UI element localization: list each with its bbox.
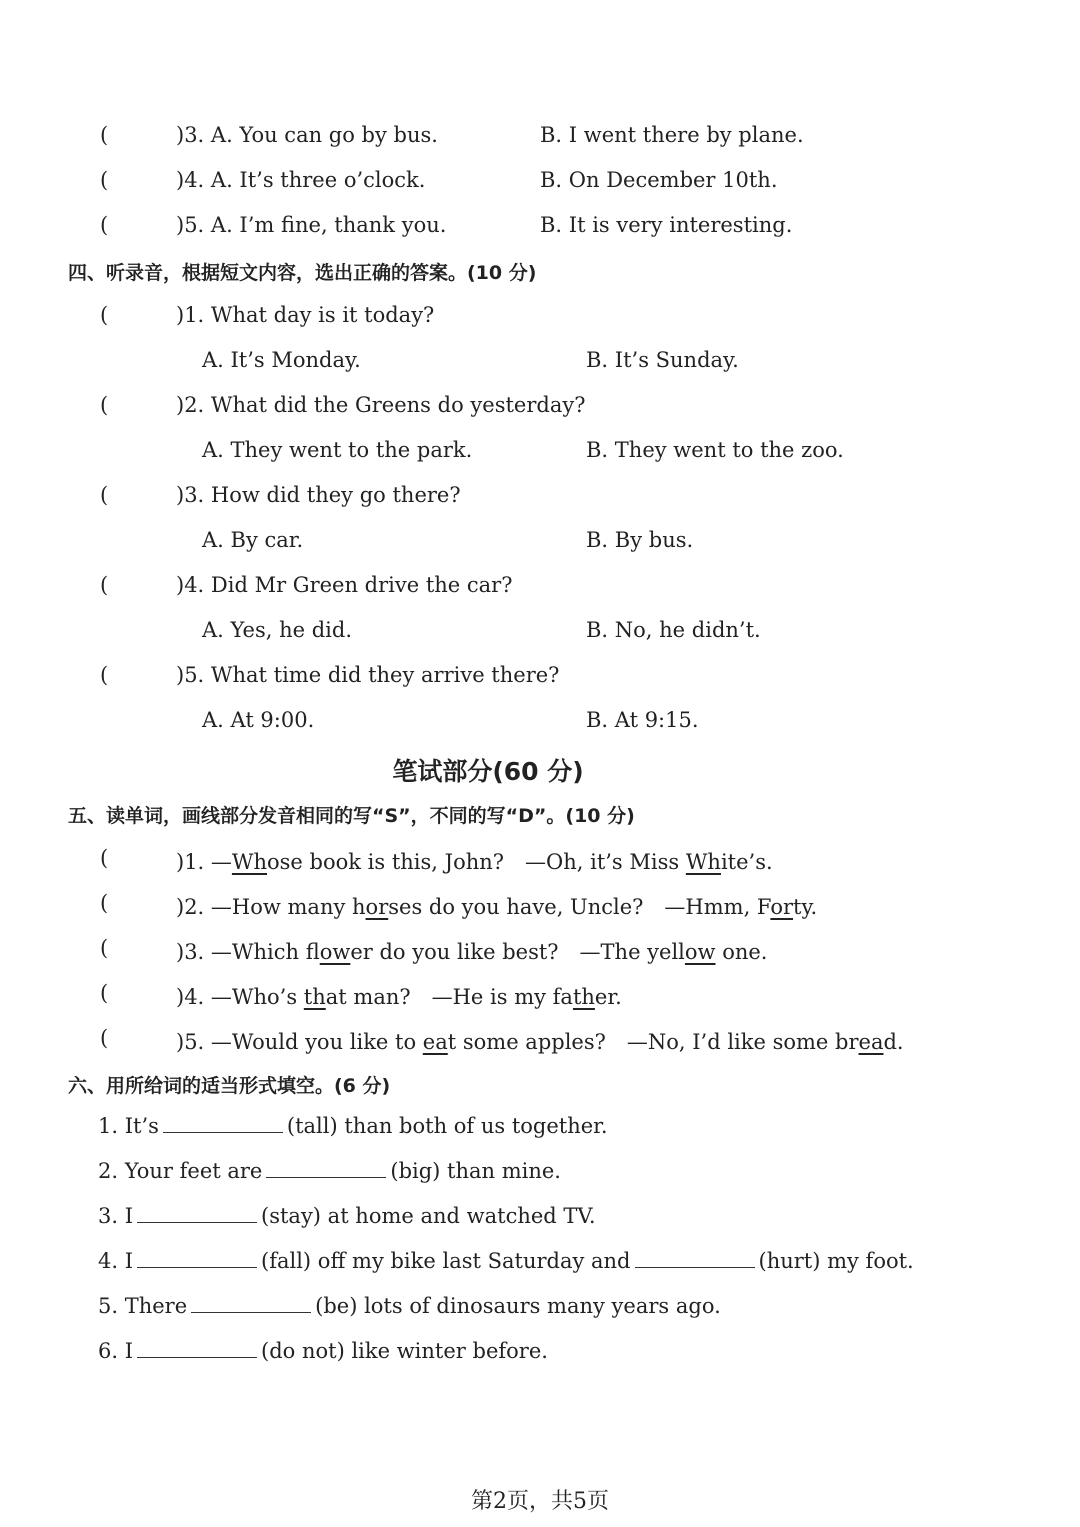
answer-blank[interactable] — [266, 1161, 386, 1178]
answer-paren[interactable]: ( — [100, 213, 109, 237]
text-part: one. — [715, 940, 768, 964]
underlined-letters: Wh — [685, 850, 721, 874]
item-hint: (big) than mine. — [390, 1159, 561, 1183]
item-hint: (do not) like winter before. — [261, 1339, 548, 1363]
answer-paren[interactable]: ( — [100, 936, 109, 960]
option-b: B. At 9:15. — [586, 708, 699, 732]
section4-heading: 四、听录音，根据短文内容，选出正确的答案。(10 分) — [68, 262, 537, 284]
answer-blank[interactable] — [137, 1206, 257, 1223]
underlined-letters: th — [303, 985, 326, 1009]
item-prefix: 4. I — [98, 1249, 134, 1273]
item-prefix: 2. Your feet are — [98, 1159, 263, 1183]
answer-paren[interactable]: ( — [100, 393, 109, 417]
text-part: at man? —He is my fa — [325, 985, 573, 1009]
section5-heading: 五、读单词，画线部分发音相同的写“S”，不同的写“D”。(10 分) — [68, 805, 635, 827]
option-a: A. By car. — [202, 528, 304, 552]
question-text: )4. A. It’s three o’clock. — [176, 168, 426, 192]
underlined-letters: ow — [319, 940, 351, 964]
text-part: )1. — — [176, 850, 232, 874]
answer-paren[interactable]: ( — [100, 891, 109, 915]
text-part: )3. —Which fl — [176, 940, 320, 964]
item-prefix: 1. It’s — [98, 1114, 159, 1138]
item-hint: (be) lots of dinosaurs many years ago. — [315, 1294, 721, 1318]
page-number: 第2页，共5页 — [471, 1489, 609, 1514]
answer-paren[interactable]: ( — [100, 1026, 109, 1050]
item-prefix: 3. I — [98, 1204, 134, 1228]
text-part: er. — [594, 985, 622, 1009]
fill-item — [98, 1341, 548, 1362]
answer-paren[interactable]: ( — [100, 573, 109, 597]
text-part: d. — [883, 1030, 904, 1054]
section6-heading: 六、用所给词的适当形式填空。(6 分) — [68, 1075, 391, 1097]
option-b: B. By bus. — [586, 528, 694, 552]
answer-blank[interactable] — [635, 1251, 755, 1268]
underlined-letters: Wh — [231, 850, 268, 874]
option-a: A. They went to the park. — [202, 438, 473, 462]
item-prefix: 6. I — [98, 1339, 134, 1363]
fill-item — [98, 1251, 914, 1272]
question-text: )4. Did Mr Green drive the car? — [176, 573, 513, 597]
option-b: B. No, he didn’t. — [586, 618, 761, 642]
underlined-letters: th — [572, 985, 595, 1009]
question-text: )3. How did they go there? — [176, 483, 461, 507]
underlined-letters: ea — [422, 1030, 448, 1054]
text-part: er do you like best? —The yell — [350, 940, 685, 964]
question-text: )3. A. You can go by bus. — [176, 123, 438, 147]
answer-blank[interactable] — [137, 1251, 257, 1268]
question-text: )5. What time did they arrive there? — [176, 663, 560, 687]
text-part: ty. — [793, 895, 818, 919]
fill-item — [98, 1206, 596, 1227]
text-part: t some apples? —No, I’d like some br — [447, 1030, 859, 1054]
option-b: B. It is very interesting. — [540, 213, 793, 237]
answer-paren[interactable]: ( — [100, 483, 109, 507]
text-part: ite’s. — [720, 850, 773, 874]
item-hint: (hurt) my foot. — [758, 1249, 914, 1273]
option-a: A. At 9:00. — [202, 708, 315, 732]
question-text — [176, 891, 817, 921]
answer-blank[interactable] — [191, 1296, 311, 1313]
fill-item — [98, 1161, 561, 1182]
option-b: B. I went there by plane. — [540, 123, 804, 147]
text-part: ses do you have, Uncle? —Hmm, F — [388, 895, 771, 919]
answer-blank[interactable] — [163, 1116, 283, 1133]
option-b: B. On December 10th. — [540, 168, 778, 192]
question-text: )5. A. I’m fine, thank you. — [176, 213, 447, 237]
answer-paren[interactable]: ( — [100, 123, 109, 147]
answer-paren[interactable]: ( — [100, 846, 109, 870]
option-b: B. It’s Sunday. — [586, 348, 739, 372]
underlined-letters: or — [365, 895, 389, 919]
option-a: A. It’s Monday. — [202, 348, 361, 372]
item-prefix: 5. There — [98, 1294, 188, 1318]
answer-paren[interactable]: ( — [100, 168, 109, 192]
written-part-title: 笔试部分(60 分) — [392, 757, 584, 786]
question-text — [176, 981, 622, 1011]
question-text: )1. What day is it today? — [176, 303, 435, 327]
item-hint: (fall) off my bike last Saturday and — [261, 1249, 631, 1273]
option-b: B. They went to the zoo. — [586, 438, 844, 462]
underlined-letters: ow — [684, 940, 716, 964]
item-hint: (stay) at home and watched TV. — [261, 1204, 596, 1228]
underlined-letters: ea — [858, 1030, 884, 1054]
underlined-letters: or — [770, 895, 794, 919]
fill-item — [98, 1116, 608, 1137]
question-text: )2. What did the Greens do yesterday? — [176, 393, 586, 417]
question-text — [176, 1026, 904, 1056]
answer-paren[interactable]: ( — [100, 663, 109, 687]
text-part: ose book is this, John? —Oh, it’s Miss — [267, 850, 686, 874]
text-part: )4. —Who’s — [176, 985, 304, 1009]
text-part: )5. —Would you like to — [176, 1030, 423, 1054]
option-a: A. Yes, he did. — [202, 618, 353, 642]
fill-item — [98, 1296, 721, 1317]
question-text — [176, 846, 773, 876]
text-part: )2. —How many h — [176, 895, 366, 919]
answer-blank[interactable] — [137, 1341, 257, 1358]
answer-paren[interactable]: ( — [100, 981, 109, 1005]
item-hint: (tall) than both of us together. — [286, 1114, 608, 1138]
question-text — [176, 936, 767, 966]
answer-paren[interactable]: ( — [100, 303, 109, 327]
